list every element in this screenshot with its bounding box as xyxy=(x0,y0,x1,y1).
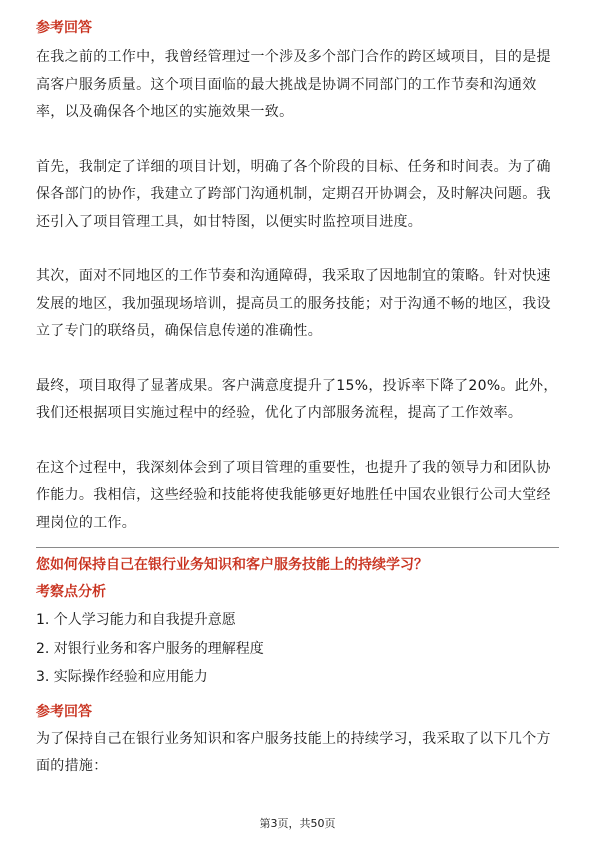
interview-question: 您如何保持自己在银行业务知识和客户服务技能上的持续学习？ xyxy=(36,557,428,573)
analysis-item: 3. 实际操作经验和应用能力 xyxy=(36,669,208,685)
analysis-item: 2. 对银行业务和客户服务的理解程度 xyxy=(36,640,264,657)
answer-paragraph-1: 在我之前的工作中，我曾经管理过一个涉及多个部门合作的跨区域项目，目的是提高客户服务质量。这个项目面临的最大挑战是协调不同部门的工作节奏和沟通效率，以及确保各个地区的实施效果一致。 xyxy=(36,49,551,120)
answer-paragraph-3: 其次，面对不同地区的工作节奏和沟通障碍，我采取了因地制宜的策略。针对快速发展的地区，我加强现场培训，提高员工的服务技能；对于沟通不畅的地区，我设立了专门的联络员，确保信息传递的准确性。 xyxy=(36,268,551,339)
answer-intro-paragraph: 为了保持自己在银行业务知识和客户服务技能上的持续学习，我采取了以下几个方面的措施： xyxy=(36,730,551,774)
page-content xyxy=(36,18,559,781)
analysis-item: 1. 个人学习能力和自我提升意愿 xyxy=(36,612,236,628)
section-divider xyxy=(36,547,559,548)
analysis-heading: 考察点分析 xyxy=(36,584,106,600)
answer-paragraph-5: 在这个过程中，我深刻体会到了项目管理的重要性，也提升了我的领导力和团队协作能力。我相信，这些经验和技能将使我能够更好地胜任中国农业银行公司大堂经理岗位的工作。 xyxy=(36,459,551,531)
answer-paragraph-2: 首先，我制定了详细的项目计划，明确了各个阶段的目标、任务和时间表。为了确保各部门的协作，我建立了跨部门沟通机制，定期召开协调会，及时解决问题。我还引入了项目管理工具，如甘特图，以便实时监控项目进度。 xyxy=(36,158,551,230)
reference-answer-heading: 参考回答 xyxy=(36,20,92,36)
page-number-footer: 第3页，共50页 xyxy=(259,817,336,830)
answer-paragraph-4: 最终，项目取得了显著成果。客户满意度提升了15%，投诉率下降了20%。此外，我们还根据项目实施过程中的经验，优化了内部服务流程，提高了工作效率。 xyxy=(36,377,558,421)
reference-answer-heading-2: 参考回答 xyxy=(36,703,92,720)
